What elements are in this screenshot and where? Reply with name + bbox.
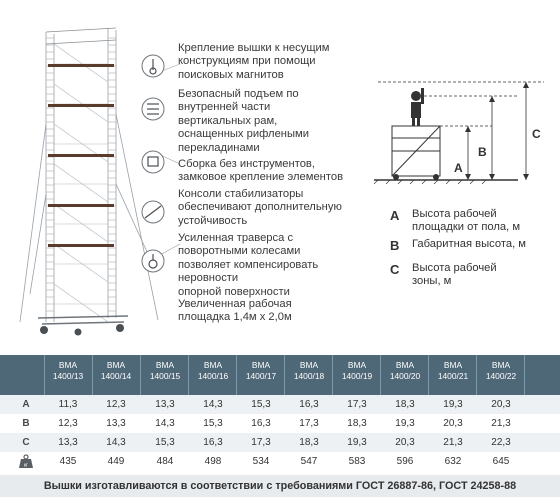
header-col-6: BMA 1400/18 [293, 360, 325, 381]
header-col-8: BMA 1400/20 [389, 360, 421, 381]
header-col-4: BMA 1400/16 [197, 360, 229, 381]
feature-platform-size: Увеличенная рабочая площадка 1,4м х 2,0м [178, 298, 292, 324]
dim-label-c: C [532, 127, 541, 141]
dim-label-b: B [478, 145, 487, 159]
table-row: A 11,3 12,3 13,3 14,3 15,3 16,3 17,3 18,3 19,3 20,3 [0, 395, 560, 414]
wheel-detail-icon [142, 250, 164, 272]
table-row: C 13,3 14,3 15,3 16,3 17,3 18,3 19,3 20,3 21,3 22,3 [0, 433, 560, 452]
svg-text:кг: кг [23, 462, 29, 469]
weight-icon [18, 454, 34, 469]
header-col-3: BMA 1400/15 [149, 360, 181, 381]
dim-label-a: A [454, 161, 463, 175]
header-col-7: BMA 1400/19 [341, 360, 373, 381]
lock-detail-icon [142, 151, 164, 173]
header-col-5: BMA 1400/17 [245, 360, 277, 381]
header-col-2: BMA 1400/14 [100, 360, 132, 381]
tower-illustration [8, 4, 188, 350]
feature-stabilizers: Консоли стабилизаторы обеспечивают дополнительную устойчивость [178, 188, 342, 227]
table-header [0, 355, 560, 395]
height-diagram [368, 76, 554, 200]
table-row: кг 435 449 484 498 534 547 583 596 632 645 [0, 452, 560, 471]
feature-magnet-mount: Крепление вышки к несущим конструкциям при помощи поисковых магнитов [178, 42, 330, 81]
feature-reinforced-traverse: Усиленная траверса с поворотными колесами позволяет компенсировать неровности опорной поверхности [178, 232, 319, 298]
worker-icon [411, 88, 424, 126]
feature-safe-climb: Безопасный подъем по внутренней части вертикальных рам, оснащенных рифлеными перекладинами [178, 88, 309, 154]
feature-list [178, 36, 378, 326]
standards-footer: Вышки изготавливаются в соответствии с требованиями ГОСТ 26887-86, ГОСТ 24258-88 [0, 475, 560, 497]
feature-tool-free-assembly: Сборка без инструментов, замковое крепление элементов [178, 158, 344, 184]
header-col-10: BMA 1400/22 [485, 360, 517, 381]
header-col-9: BMA 1400/21 [437, 360, 469, 381]
header-col-1: BMA 1400/13 [52, 360, 84, 381]
row-label-a: A [22, 399, 30, 410]
row-label-b: B [22, 418, 30, 429]
table-row: B 12,3 13,3 14,3 15,3 16,3 17,3 18,3 19,3 20,3 21,3 [0, 414, 560, 433]
row-label-c: C [22, 437, 30, 448]
